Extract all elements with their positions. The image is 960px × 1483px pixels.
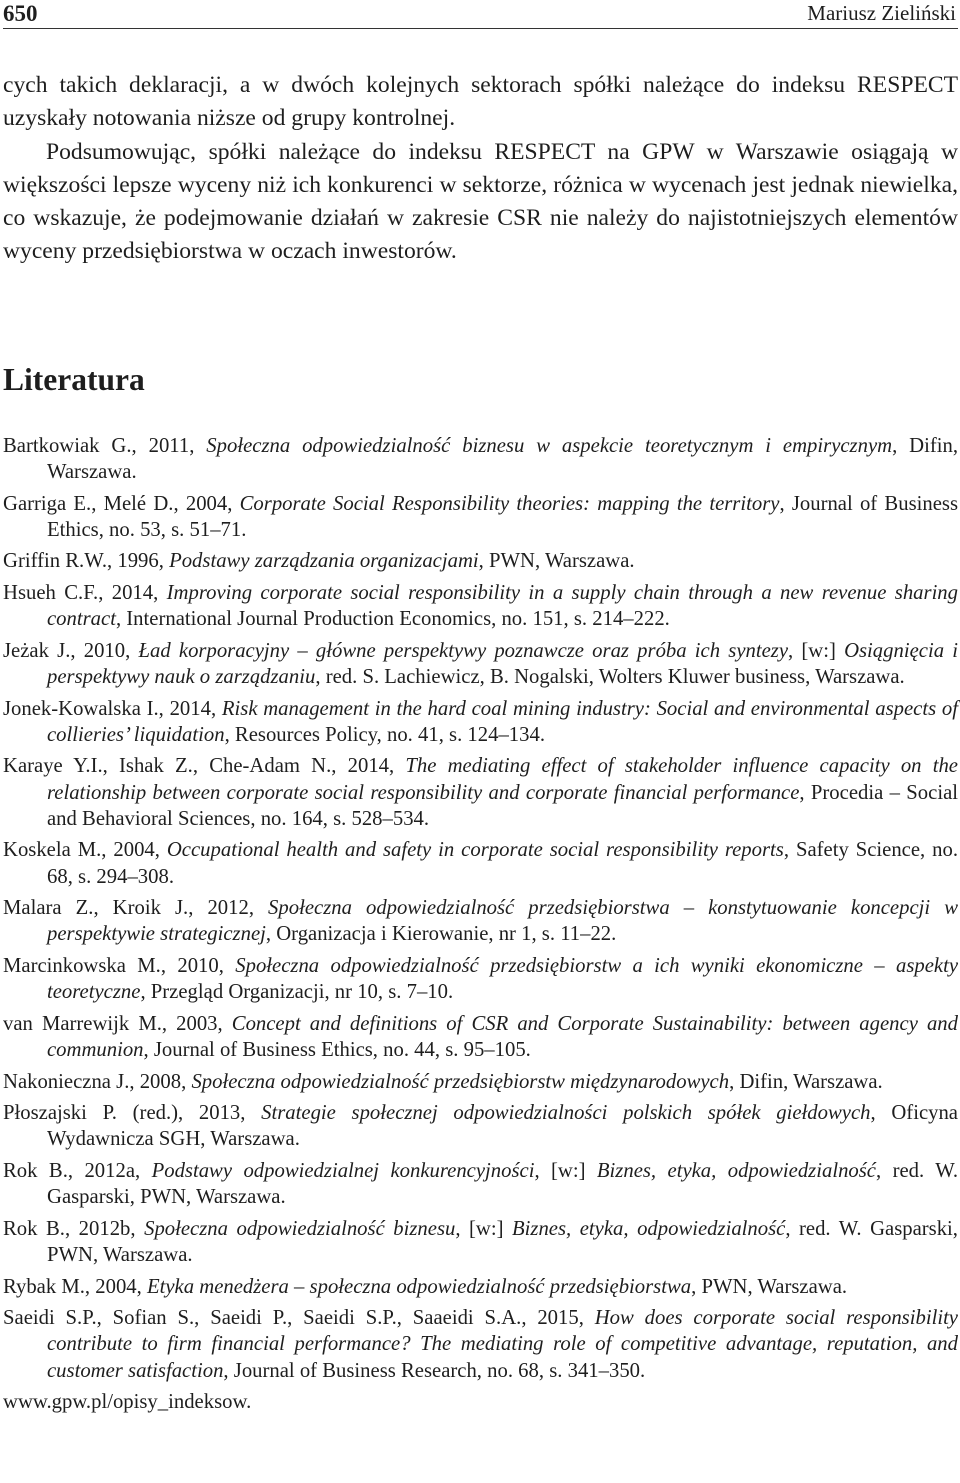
page-number: 650 [3,1,38,26]
reference-item: Malara Z., Kroik J., 2012, Społeczna odpowiedzialność przedsiębiorstwa – konstytuowanie koncepcji w perspektywie strategicznej, Organizacja i Kierowanie, nr 1, s. 11–22. [3,897,958,946]
reference-item: Hsueh C.F., 2014, Improving corporate social responsibility in a supply chain through a new revenue sharing contract, International Journal Production Economics, no. 151, s. 214–222. [3,581,958,631]
section-heading: Literatura [3,361,145,397]
reference-item: Karaye Y.I., Ishak Z., Che-Adam N., 2014, The mediating effect of stakeholder influence capacity on the relationship between corporate social responsibility and corporate financial performance, Procedia – Social and Behavioral Sciences, no. 164, s. 528–534. [3,755,958,830]
reference-item: Rok B., 2012b, Społeczna odpowiedzialność biznesu, [w:] Biznes, etyka, odpowiedzialność, red. W. Gasparski, PWN, Warszawa. [3,1217,958,1266]
reference-item: Marcinkowska M., 2010, Społeczna odpowiedzialność przedsiębiorstw a ich wyniki ekonomiczne – aspekty teoretyczne, Przegląd Organizacji, nr 10, s. 7–10. [3,954,959,1004]
reference-item: Griffin R.W., 1996, Podstawy zarządzania organizacjami, PWN, Warszawa. [3,550,635,573]
reference-item: Koskela M., 2004, Occupational health and safety in corporate social responsibility reports, Safety Science, no. 68, s. 294–308. [3,839,959,888]
body-text [3,69,958,269]
reference-item: Bartkowiak G., 2011, Społeczna odpowiedzialność biznesu w aspekcie teoretycznym i empirycznym, Difin, Warszawa. [3,434,958,483]
reference-item: Płoszajski P. (red.), 2013, Strategie społecznej odpowiedzialności polskich spółek giełdowych, Oficyna Wydawnicza SGH, Warszawa. [3,1102,958,1151]
paragraph-continued: cych takich deklaracji, a w dwóch kolejnych sektorach spółki należące do indeksu RESPECT uzyskały notowania niższe od grupy kontrolnej. [3,72,958,132]
running-header [3,0,958,29]
reference-url: www.gpw.pl/opisy_indeksow. [3,1391,252,1414]
reference-item: Jonek-Kowalska I., 2014, Risk management in the hard coal mining industry: Social and environmental aspects of collieries’ liquidation, Resources Policy, no. 41, s. 124–134. [3,697,958,746]
reference-item: Rybak M., 2004, Etyka menedżera – społeczna odpowiedzialność przedsiębiorstwa, PWN, Warszawa. [3,1275,848,1298]
reference-item: Nakonieczna J., 2008, Społeczna odpowiedzialność przedsiębiorstw międzynarodowych, Difin, Warszawa. [3,1070,883,1093]
reference-item: Garriga E., Melé D., 2004, Corporate Social Responsibility theories: mapping the territory, Journal of Business Ethics, no. 53, s. 51–71. [3,492,958,541]
reference-item: Jeżak J., 2010, Ład korporacyjny – główne perspektywy poznawcze oraz próba ich syntezy, [w:] Osiągnięcia i perspektywy nauk o zarządzaniu, red. S. Lachiewicz, B. Nogalski, Wolters Kluwer business, Warszawa. [3,639,958,688]
reference-item: Rok B., 2012a, Podstawy odpowiedzialnej konkurencyjności, [w:] Biznes, etyka, odpowiedzialność, red. W. Gasparski, PWN, Warszawa. [3,1159,959,1209]
paragraph-summary: Podsumowując, spółki należące do indeksu RESPECT na GPW w Warszawie osiągają w większości lepsze wyceny niż ich konkurenci w sektorze, różnica w wycenach jest jednak niewielka, co wskazuje, że podejmowanie działań w zakresie CSR nie należy do najistotniejszych elementów wyceny przedsiębiorstwa w oczach inwestorów. [3,138,958,265]
reference-list [3,433,958,1416]
reference-item: Saeidi S.P., Sofian S., Saeidi P., Saeidi S.P., Saaeidi S.A., 2015, How does corporate social responsibility contribute to firm financial performance? The mediating role of competitive advantage, reputation, and customer satisfaction, Journal of Business Research, no. 68, s. 341–350. [3,1307,958,1382]
reference-item: van Marrewijk M., 2003, Concept and definitions of CSR and Corporate Sustainability: between agency and communion, Journal of Business Ethics, no. 44, s. 95–105. [3,1012,958,1061]
running-author: Mariusz Zieliński [807,1,956,25]
